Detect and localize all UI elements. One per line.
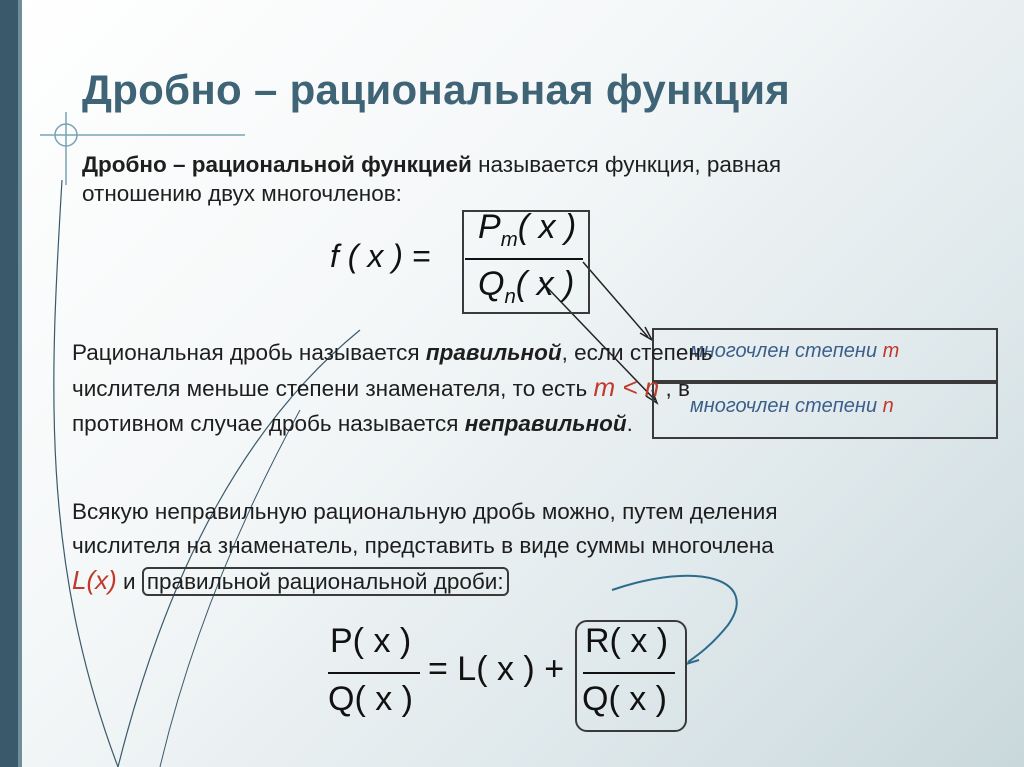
formula-numerator bbox=[478, 208, 576, 252]
numerator-arg: ( x ) bbox=[517, 208, 577, 246]
proper-fraction-highlight: правильной рациональной дроби: bbox=[142, 567, 509, 596]
denominator-subscript: n bbox=[504, 286, 516, 308]
division-paragraph bbox=[72, 495, 992, 599]
degree-inequality: m < n bbox=[593, 372, 660, 402]
definition-text-1: называется функция, равная bbox=[471, 152, 782, 177]
p2-text-1: Рациональная дробь называется bbox=[72, 340, 426, 365]
proper-fraction-paragraph bbox=[72, 335, 972, 441]
p3-line-1: Всякую неправильную рациональную дробь можно, путем деления bbox=[72, 499, 778, 524]
term-improper: неправильной bbox=[464, 411, 627, 436]
p2-text-4: , в bbox=[659, 376, 690, 401]
note-denominator-var: n bbox=[882, 395, 894, 417]
denominator-arg: ( x ) bbox=[515, 265, 575, 303]
p2-text-3: числителя меньше степени знаменателя, то есть bbox=[72, 376, 594, 401]
left-accent-bar bbox=[0, 0, 18, 767]
p2-text-5: противном случае дробь называется bbox=[72, 411, 465, 436]
p3-text-and: и bbox=[116, 569, 142, 594]
formula2-line-1 bbox=[328, 672, 420, 674]
formula-denominator bbox=[478, 265, 574, 309]
numerator-P: P bbox=[478, 208, 501, 246]
definition-text-2: отношению двух многочленов: bbox=[82, 181, 402, 206]
p3-line-2: числителя на знаменатель, представить в виде суммы многочлена bbox=[72, 533, 774, 558]
formula2-numerator-2: R( x ) bbox=[585, 622, 669, 660]
note-numerator-var: m bbox=[882, 340, 900, 362]
p2-text-6: . bbox=[626, 411, 633, 436]
note-denominator-text: многочлен степени bbox=[690, 395, 883, 417]
numerator-subscript: m bbox=[500, 229, 518, 251]
slide-title: Дробно – рациональная функция bbox=[82, 66, 791, 113]
formula2-numerator-1: P( x ) bbox=[330, 622, 412, 660]
left-accent-stripe bbox=[18, 0, 22, 767]
formula2-denominator-1: Q( x ) bbox=[328, 680, 413, 718]
fraction-line bbox=[465, 258, 583, 260]
formula2-middle: = L( x ) + bbox=[428, 650, 565, 688]
polynomial-L: L(x) bbox=[72, 565, 117, 595]
denominator-Q: Q bbox=[478, 265, 505, 303]
definition-paragraph bbox=[82, 150, 982, 208]
term-proper: правильной bbox=[425, 340, 562, 365]
definition-term: Дробно – рациональной функцией bbox=[82, 152, 472, 177]
formula2-line-2 bbox=[583, 672, 675, 674]
formula2-denominator-2: Q( x ) bbox=[582, 680, 667, 718]
formula-lhs: f ( x ) = bbox=[330, 238, 431, 274]
note-numerator-text: многочлен степени bbox=[690, 340, 883, 362]
p2-text-2: , если степень bbox=[561, 340, 713, 365]
